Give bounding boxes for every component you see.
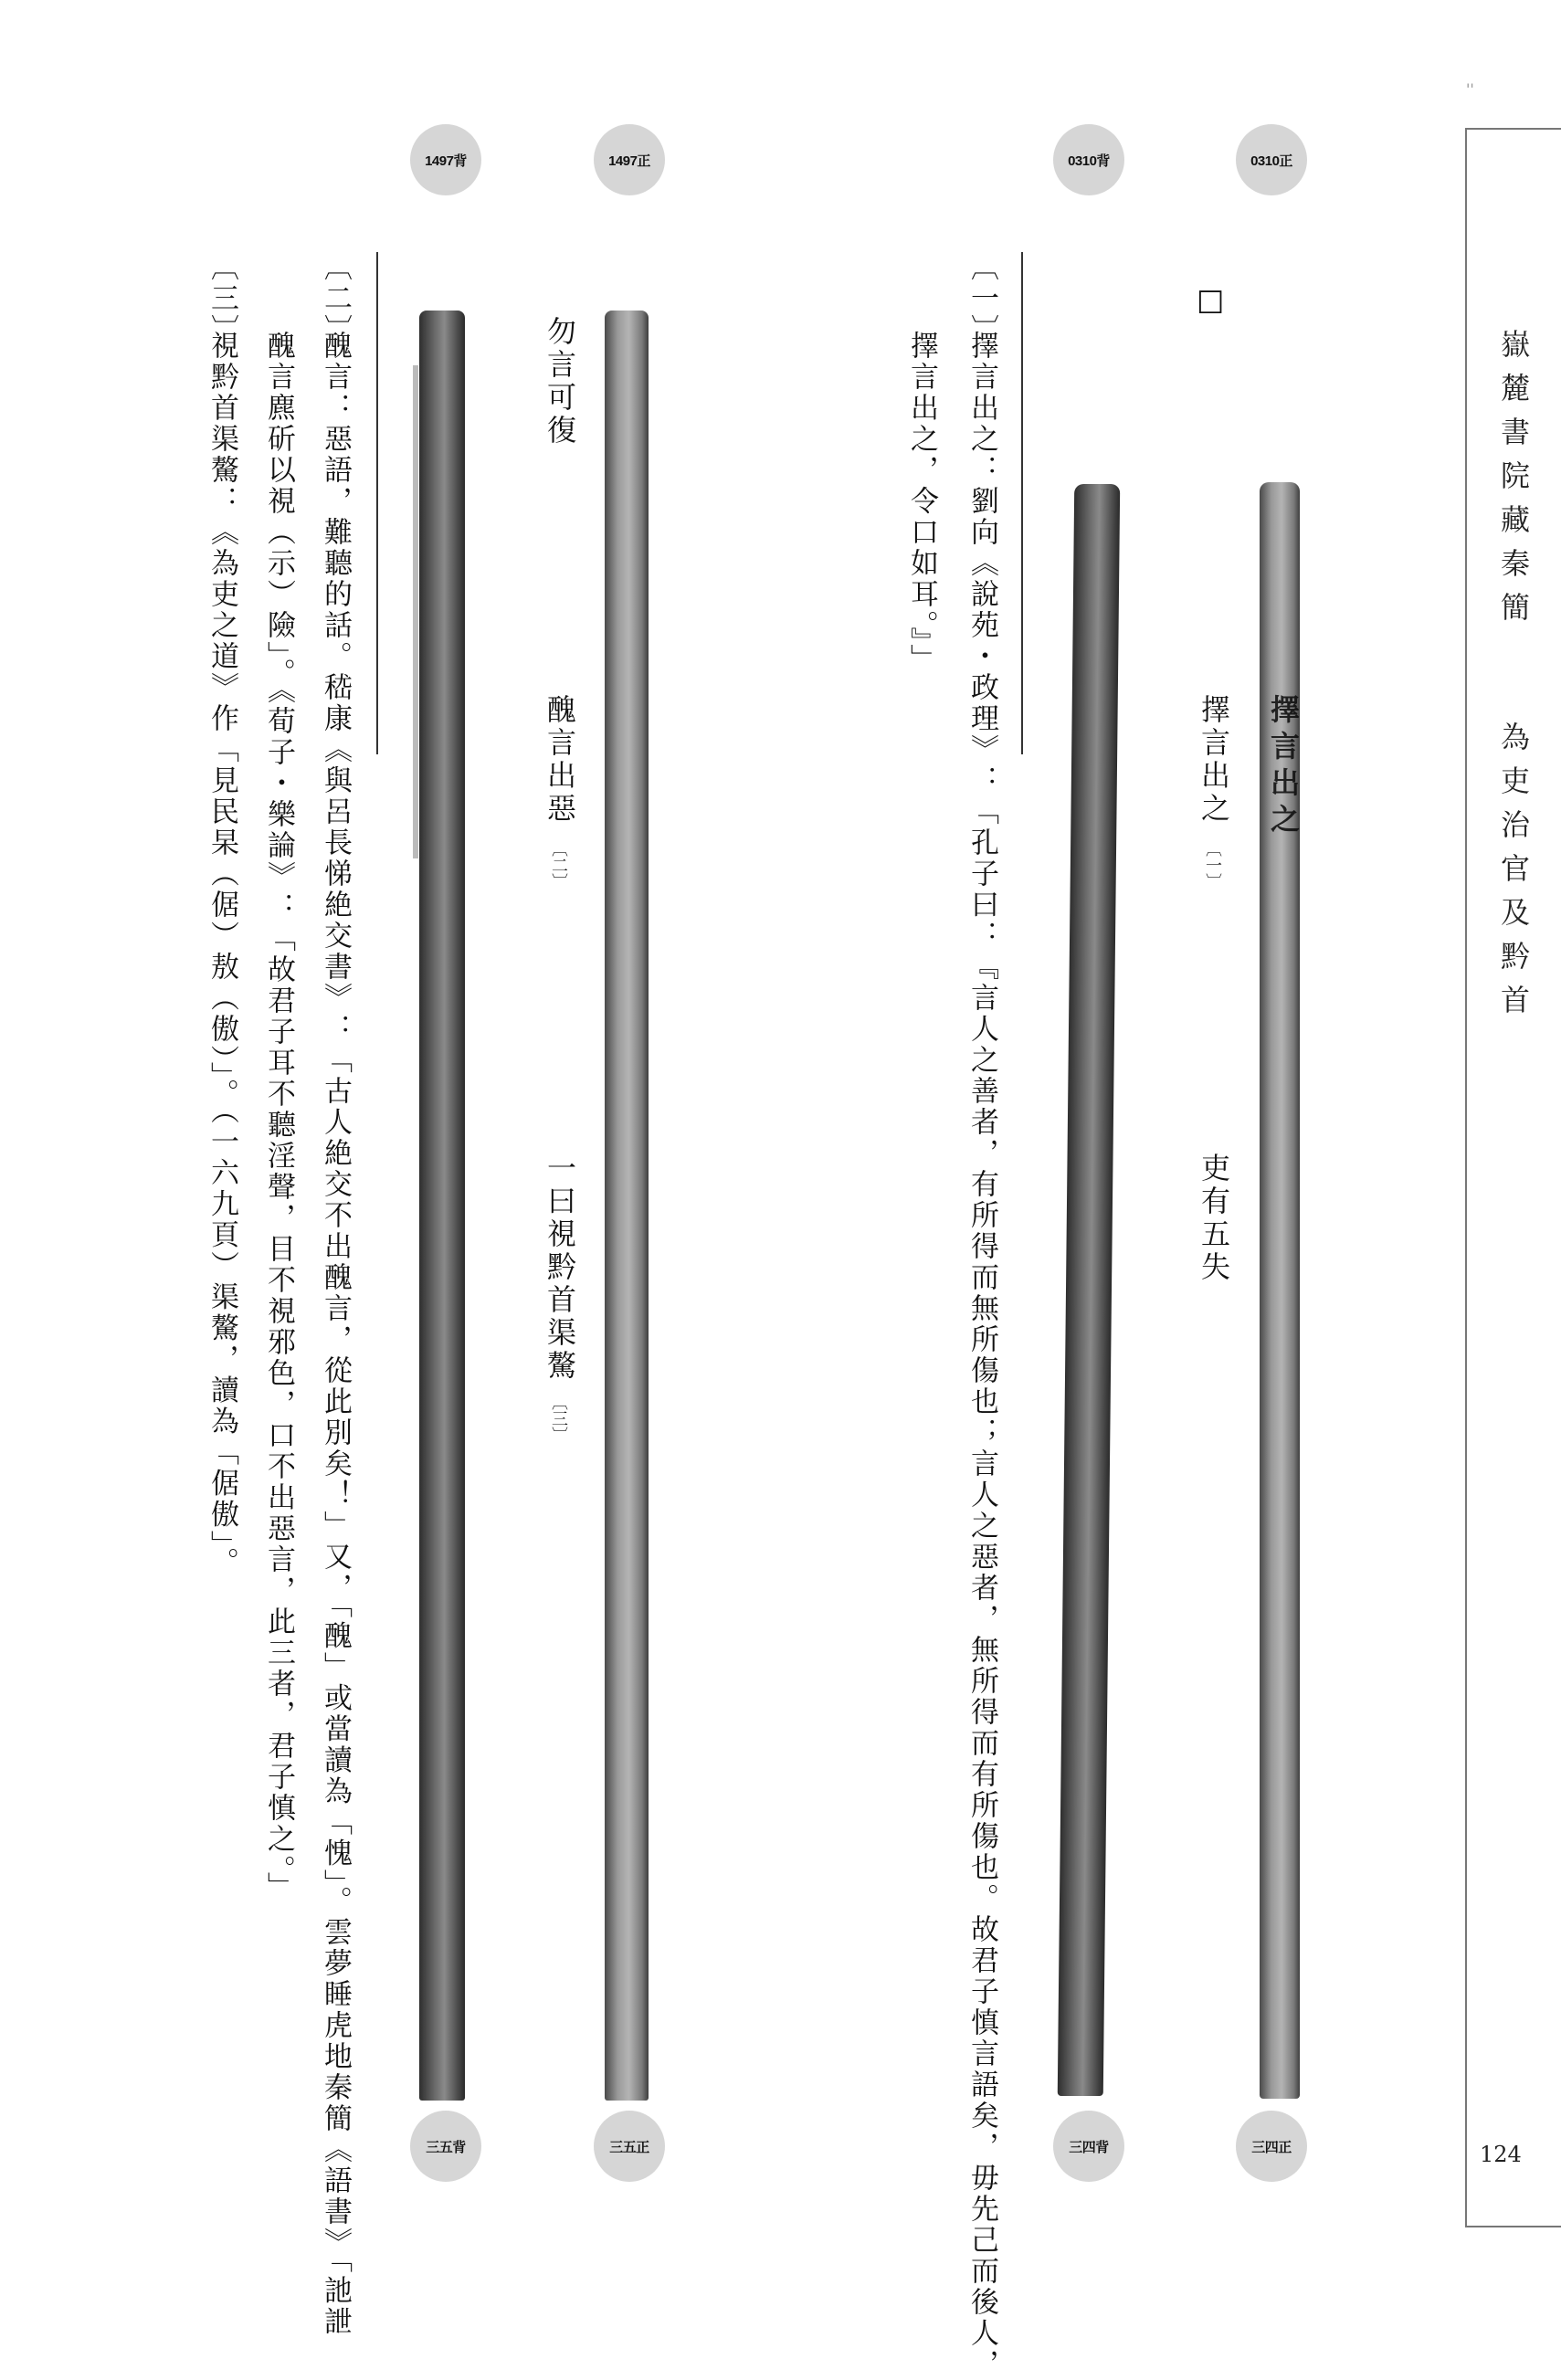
transcription-line: 擇言出之 — [1197, 694, 1231, 826]
note-line: 視黔首渠驁：《為吏之道》作「見民杲（倨）敖（傲）」。（一六九頁）渠驁，讀為「倨傲」。 — [206, 331, 238, 1578]
slip-crack — [413, 365, 418, 858]
illegible-mark: ☐ — [1197, 285, 1225, 321]
note-separator — [1021, 252, 1023, 754]
section-title: 為吏治官及黔首 — [1496, 721, 1531, 1028]
slip-label-top: 0310正 — [1236, 124, 1307, 195]
transcription-line: 一曰視黔首渠驁 — [543, 1153, 577, 1383]
transcription-line: 醜言出惡 — [543, 694, 577, 826]
slip-label-top: 1497背 — [410, 124, 481, 195]
book-title: 嶽麓書院藏秦簡 — [1496, 329, 1531, 636]
slip-image-0310-back — [1058, 484, 1120, 2096]
corner-mark: '' — [1466, 80, 1474, 98]
slip-image-1497-front — [605, 311, 649, 2101]
note-marker: 〔三〕 — [549, 1394, 568, 1443]
slip-image-1497-back — [419, 311, 465, 2101]
note-line: 醜言：惡語，難聽的話。嵇康《與呂長悌絶交書》：「古人絶交不出醜言，從此別矣！」又，「醜」或當讀為「愧」。雲夢睡虎地秦簡《語書》「訑詍 — [319, 331, 352, 2338]
slip-label-bottom: 三四正 — [1236, 2111, 1307, 2182]
note-marker: 〔一〕 — [965, 252, 998, 345]
slip-label-top: 0310背 — [1053, 124, 1124, 195]
slip-label-bottom: 三五背 — [410, 2111, 481, 2182]
transcription-line: 吏有五失 — [1197, 1153, 1231, 1284]
note-marker: 〔二〕 — [549, 840, 568, 890]
note-marker: 〔二〕 — [319, 252, 352, 345]
slip-label-top: 1497正 — [594, 124, 665, 195]
note-line: 醜言麃斫以視（示）險」。《荀子・樂論》：「故君子耳不聽淫聲，目不視邪色，口不出惡言，此三者，君子慎之。」 — [262, 331, 295, 1903]
slip-label-bottom: 三五正 — [594, 2111, 665, 2182]
note-marker: 〔一〕 — [1203, 840, 1222, 890]
note-line: 擇言出之，令口如耳。』」 — [905, 331, 938, 675]
note-marker: 〔三〕 — [206, 252, 238, 345]
note-line: 擇言出之：劉向《說苑・政理》：「孔子曰：『言人之善者，有所得而無所傷也；言人之惡者，無所得而有所傷也。故君子慎言語矣，毋先己而後人， — [965, 331, 998, 2380]
transcription-line: 勿言可復 — [543, 316, 577, 448]
page-number: 124 — [1480, 2142, 1522, 2167]
note-separator — [376, 252, 378, 754]
slip-label-bottom: 三四背 — [1053, 2111, 1124, 2182]
slip-handwriting: 擇言出之 — [1266, 694, 1301, 840]
